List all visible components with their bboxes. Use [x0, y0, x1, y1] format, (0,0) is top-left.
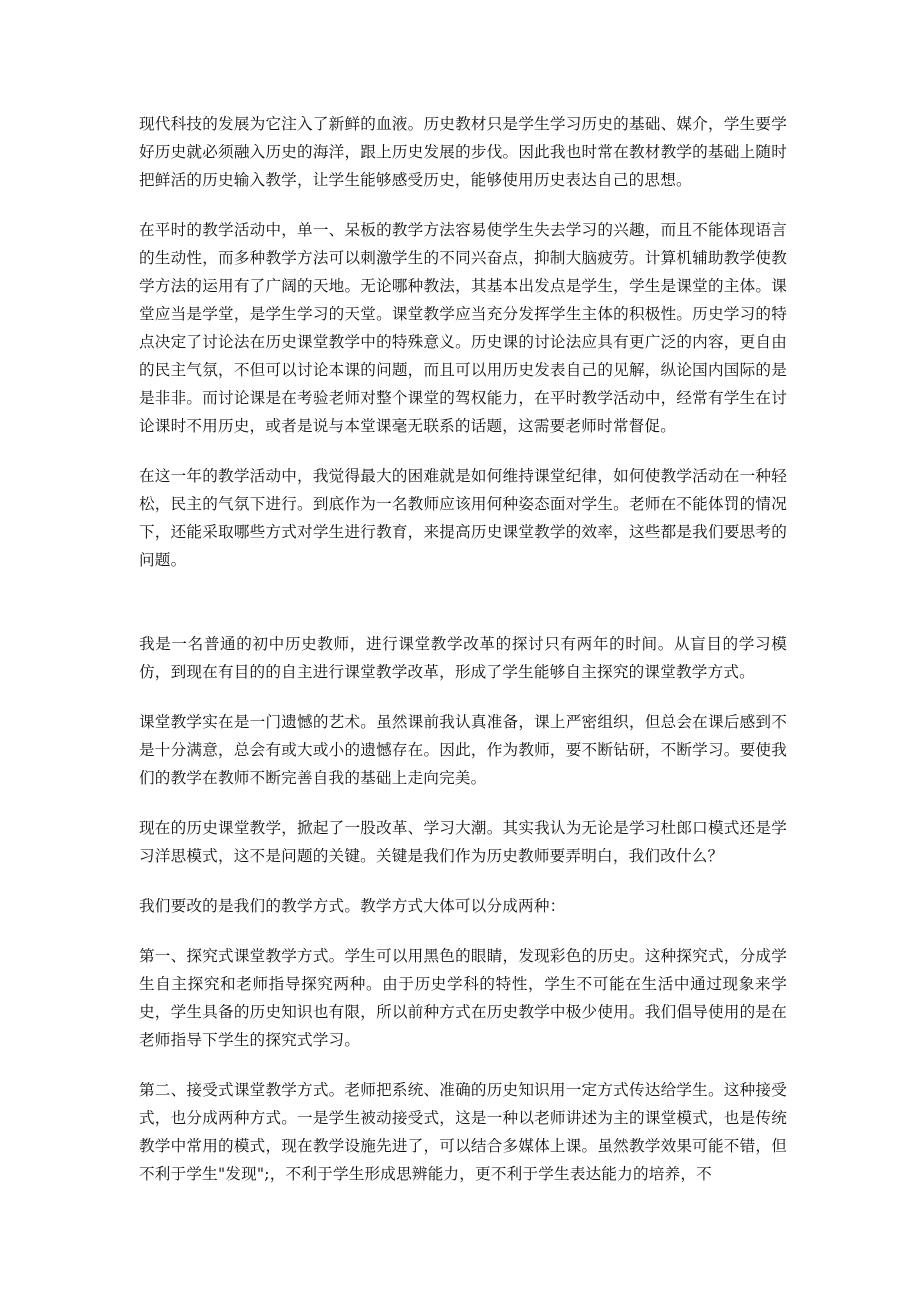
paragraph-3: 在这一年的教学活动中，我觉得最大的困难就是如何维持课堂纪律，如何使教学活动在一种轻松，民主的气氛下进行。到底作为一名教师应该用何种姿态面对学生。老师在不能体罚的情况下，还能采取哪些方式对学生进行教育，来提高历史课堂教学的效率，这些都是我们要思考的问题。: [139, 467, 787, 569]
paragraph-9: 第二、接受式课堂教学方式。老师把系统、准确的历史知识用一定方式传达给学生。这种接受式，也分成两种方式。一是学生被动接受式，这是一种以老师讲述为主的课堂模式，也是传统教学中常用的模式，现在教学设施先进了，可以结合多媒体上课。虽然教学效果可能不错，但不利于学生"发现";，不利于学生形成思辨能力，更不利于学生表达能力的培养，不: [139, 1081, 787, 1183]
paragraph-8: 第一、探究式课堂教学方式。学生可以用黑色的眼睛，发现彩色的历史。这种探究式，分成学生自主探究和老师指导探究两种。由于历史学科的特性，学生不可能在生活中通过现象来学史，学生具备的历史知识也有限，所以前种方式在历史教学中极少使用。我们倡导使用的是在老师指导下学生的探究式学习。: [139, 947, 787, 1049]
paragraph-2: 在平时的教学活动中，单一、呆板的教学方法容易使学生失去学习的兴趣，而且不能体现语言的生动性，而多种教学方法可以刺激学生的不同兴奋点，抑制大脑疲劳。计算机辅助教学使教学方法的运用有了广阔的天地。无论哪种教法，其基本出发点是学生，学生是课堂的主体。课堂应当是学堂，是学生学习的天堂。课堂教学应当充分发挥学生主体的积极性。历史学习的特点决定了讨论法在历史课堂教学中的特殊意义。历史课的讨论法应具有更广泛的内容，更自由的民主气氛，不但可以讨论本课的问题，而且可以用历史发表自己的见解，纵论国内国际的是是非非。而讨论课是在考验老师对整个课堂的驾权能力，在平时教学活动中，经常有学生在讨论课时不用历史，或者是说与本堂课毫无联系的话题，这需要老师时常督促。: [139, 221, 787, 435]
document-body: [139, 110, 787, 1210]
paragraph-1: 现代科技的发展为它注入了新鲜的血液。历史教材只是学生学习历史的基础、媒介，学生要学好历史就必须融入历史的海洋，跟上历史发展的步伐。因此我也时常在教材教学的基础上随时把鲜活的历史输入教学，让学生能够感受历史，能够使用历史表达自己的思想。: [139, 115, 787, 189]
paragraph-6: 现在的历史课堂教学，掀起了一股改革、学习大潮。其实我认为无论是学习杜郎口模式还是学习洋思模式，这不是问题的关键。关键是我们作为历史教师要弄明白，我们改什么？: [139, 819, 787, 865]
paragraph-7: 我们要改的是我们的教学方式。教学方式大体可以分成两种：: [139, 897, 566, 915]
paragraph-4: 我是一名普通的初中历史教师，进行课堂教学改革的探讨只有两年的时间。从盲目的学习模仿，到现在有目的的自主进行课堂教学改革，形成了学生能够自主探究的课堂教学方式。: [139, 635, 787, 681]
paragraph-5: 课堂教学实在是一门遗憾的艺术。虽然课前我认真准备，课上严密组织，但总会在课后感到不是十分满意，总会有或大或小的遗憾存在。因此，作为教师，要不断钻研，不断学习。要使我们的教学在教师不断完善自我的基础上走向完美。: [139, 713, 787, 787]
